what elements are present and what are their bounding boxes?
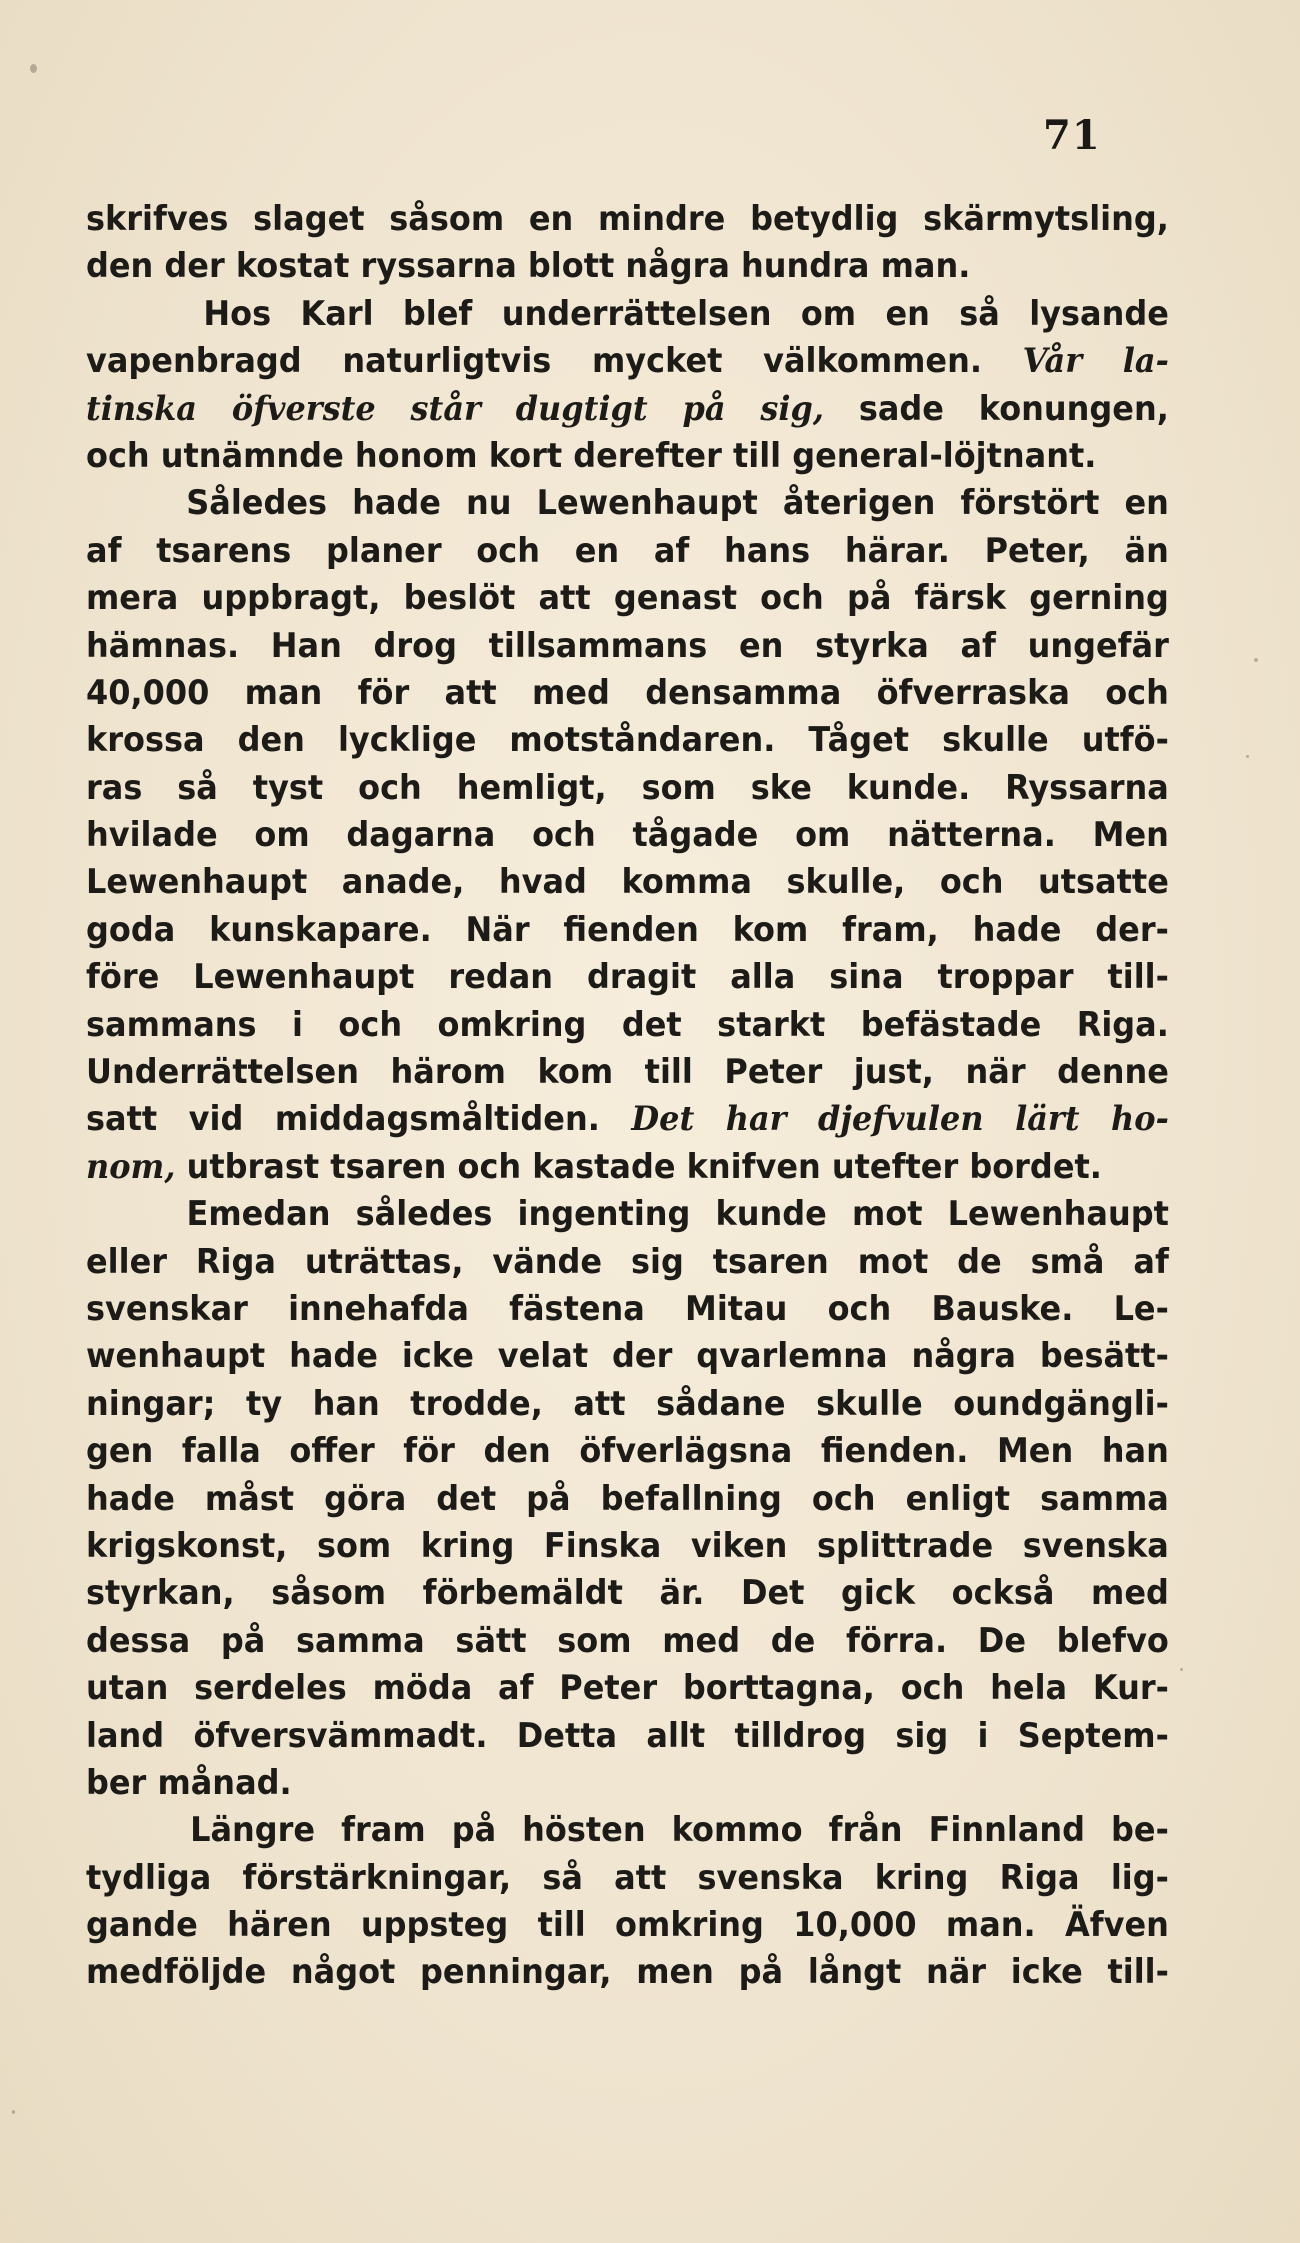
text-line <box>86 1096 1169 1143</box>
text-line: Emedan således ingenting kunde mot Lewenhaupt <box>86 1194 1169 1235</box>
italic-text: nom, <box>86 1146 176 1187</box>
text-line: goda kunskapare. När fienden kom fram, hade der- <box>86 909 1169 950</box>
text-line <box>86 386 1169 433</box>
italic-text: Vår la- <box>1022 341 1169 382</box>
text-line <box>86 1144 1169 1191</box>
text-line: krigskonst, som kring Finska viken splittrade svenska <box>86 1525 1169 1566</box>
text-line: gen falla offer för den öfverlägsna fienden. Men han <box>86 1431 1169 1472</box>
text-line: Hos Karl blef underrättelsen om en så lysande <box>86 293 1169 334</box>
body-text <box>86 196 1169 1997</box>
text-line: hade måst göra det på befallning och enligt samma <box>86 1478 1169 1519</box>
page-number: 71 <box>1043 112 1101 159</box>
text-span: utbrast tsaren och kastade knifven utefter bordet. <box>175 1146 1102 1187</box>
text-line: styrkan, såsom förbemäldt är. Det gick också med <box>86 1573 1169 1614</box>
text-line: dessa på samma sätt som med de förra. De blefvo <box>86 1620 1169 1661</box>
italic-text: Det har djefvulen lärt ho- <box>631 1099 1169 1140</box>
paper-speck <box>30 64 37 73</box>
text-line <box>86 338 1169 385</box>
paper-speck <box>1180 1668 1183 1671</box>
paper-speck <box>1246 755 1249 758</box>
text-line: 40,000 man för att med densamma öfverraska och <box>86 672 1169 713</box>
text-line: Underrättelsen härom kom till Peter just, när denne <box>86 1052 1169 1093</box>
text-line: Längre fram på hösten kommo från Finnland be- <box>86 1810 1169 1851</box>
text-line: tydliga förstärkningar, så att svenska kring Riga lig- <box>86 1857 1169 1898</box>
text-line: eller Riga uträttas, vände sig tsaren mot de små af <box>86 1241 1169 1282</box>
text-line: af tsarens planer och en af hans härar. Peter, än <box>86 530 1169 571</box>
text-line: krossa den lycklige motståndaren. Tåget skulle utfö- <box>86 720 1169 761</box>
paper-speck <box>1254 658 1258 662</box>
text-line: svenskar innehafda fästena Mitau och Bauske. Le- <box>86 1288 1169 1329</box>
text-line: mera uppbragt, beslöt att genast och på färsk gerning <box>86 578 1169 619</box>
text-line: gande hären uppsteg till omkring 10,000 man. Äfven <box>86 1905 1169 1946</box>
text-line: Således hade nu Lewenhaupt återigen förstört en <box>86 483 1169 524</box>
text-line: ber månad. <box>86 1762 292 1803</box>
text-span: vapenbragd naturligtvis mycket välkommen. <box>86 341 1023 382</box>
text-line: skrifves slaget såsom en mindre betydlig skärmytsling, <box>86 199 1169 239</box>
text-line: Lewenhaupt anade, hvad komma skulle, och utsatte <box>86 862 1169 903</box>
text-line: ras så tyst och hemligt, som ske kunde. Ryssarna <box>86 767 1169 808</box>
text-line: hvilade om dagarna och tågade om nätterna. Men <box>86 815 1169 856</box>
text-line: sammans i och omkring det starkt befästade Riga. <box>86 1004 1169 1045</box>
text-line: land öfversvämmadt. Detta allt tilldrog sig i Septem- <box>86 1715 1169 1756</box>
text-line: wenhaupt hade icke velat der qvarlemna några besätt- <box>86 1336 1169 1377</box>
text-line: medföljde något penningar, men på långt när icke till- <box>86 1952 1169 1993</box>
text-line: hämnas. Han drog tillsammans en styrka af ungefär <box>86 625 1169 666</box>
text-line: den der kostat ryssarna blott några hundra man. <box>86 246 971 287</box>
text-span: sade konungen, <box>823 388 1169 429</box>
italic-text: tinska öfverste står dugtigt på sig, <box>86 388 824 429</box>
text-line: före Lewenhaupt redan dragit alla sina troppar till- <box>86 957 1169 998</box>
text-span: satt vid middagsmåltiden. <box>86 1099 632 1140</box>
paper-speck <box>12 2110 15 2114</box>
text-line: och utnämnde honom kort derefter till general-löjtnant. <box>86 435 1097 476</box>
text-line: ningar; ty han trodde, att sådane skulle oundgängli- <box>86 1383 1169 1424</box>
text-line: utan serdeles möda af Peter borttagna, och hela Kur- <box>86 1668 1169 1709</box>
